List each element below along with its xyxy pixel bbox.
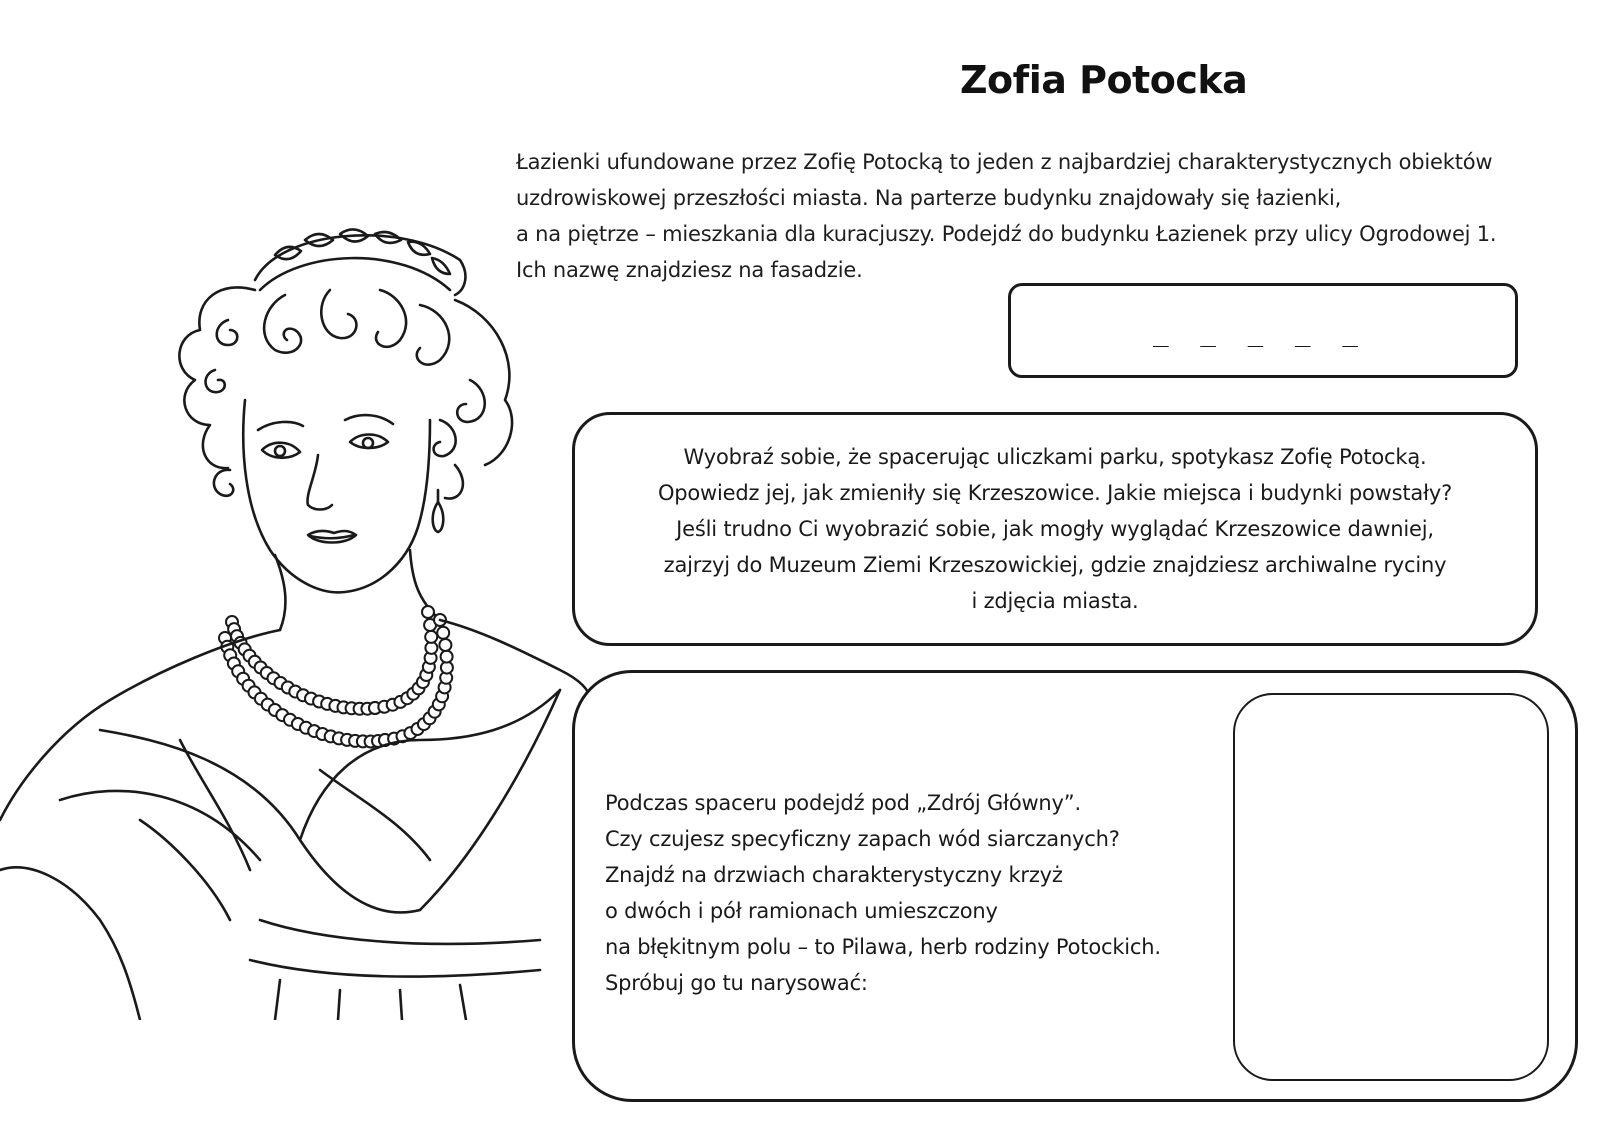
- pearl: [437, 627, 449, 639]
- pearl-necklace: [219, 606, 453, 748]
- walk-line: na błękitnym polu – to Pilawa, herb rodziny Potockich.: [605, 935, 1161, 959]
- intro-line: Ich nazwę znajdziesz na fasadzie.: [516, 258, 863, 282]
- walk-line: Spróbuj go tu narysować:: [605, 971, 868, 995]
- imagine-task-text: [575, 439, 1535, 619]
- pearl: [439, 639, 451, 651]
- imagine-line: i zdjęcia miasta.: [971, 589, 1139, 613]
- imagine-line: Opowiedz jej, jak zmieniły się Krzeszowice. Jakie miejsca i budynki powstały?: [657, 481, 1453, 505]
- intro-line: a na piętrze – mieszkania dla kuracjuszy. Podejdź do budynku Łazienek przy ulicy Ogrodowej 1.: [516, 222, 1497, 246]
- imagine-line: zajrzyj do Muzeum Ziemi Krzeszowickiej, gdzie znajdziesz archiwalne ryciny: [663, 553, 1447, 577]
- hair-curls: [179, 287, 512, 498]
- intro-line: uzdrowiskowej przeszłości miasta. Na parterze budynku znajdowały się łazienki,: [516, 186, 1342, 210]
- answer-blanks: _ _ _ _ _: [1153, 318, 1366, 348]
- pearl: [441, 651, 453, 663]
- dress: [0, 620, 590, 1020]
- imagine-line: Jeśli trudno Ci wyobrazić sobie, jak mogły wyglądać Krzeszowice dawniej,: [676, 517, 1434, 541]
- intro-paragraph: [516, 144, 1576, 288]
- imagine-line: Wyobraź sobie, że spacerując uliczkami parku, spotykasz Zofię Potocką.: [683, 445, 1427, 469]
- walk-line: Podczas spaceru podejdź pod „Zdrój Główny”.: [605, 791, 1081, 815]
- hair-braid: [255, 229, 465, 295]
- walk-line: Czy czujesz specyficzny zapach wód siarczanych?: [605, 827, 1120, 851]
- pearl: [422, 606, 434, 618]
- page-title: Zofia Potocka: [960, 58, 1248, 102]
- pearl: [425, 631, 437, 643]
- imagine-task-box: [572, 412, 1538, 646]
- walk-task-text: [605, 785, 1161, 1001]
- intro-line: Łazienki ufundowane przez Zofię Potocką to jeden z najbardziej charakterystycznych obiektów: [516, 150, 1493, 174]
- drawing-area[interactable]: [1233, 693, 1549, 1081]
- portrait-illustration: [0, 220, 600, 1020]
- walk-line: Znajdź na drzwiach charakterystyczny krzyż: [605, 863, 1063, 887]
- walk-task-box: [572, 670, 1578, 1102]
- walk-line: o dwóch i pół ramionach umieszczony: [605, 899, 998, 923]
- answer-box[interactable]: [1008, 283, 1518, 378]
- face: [243, 400, 443, 592]
